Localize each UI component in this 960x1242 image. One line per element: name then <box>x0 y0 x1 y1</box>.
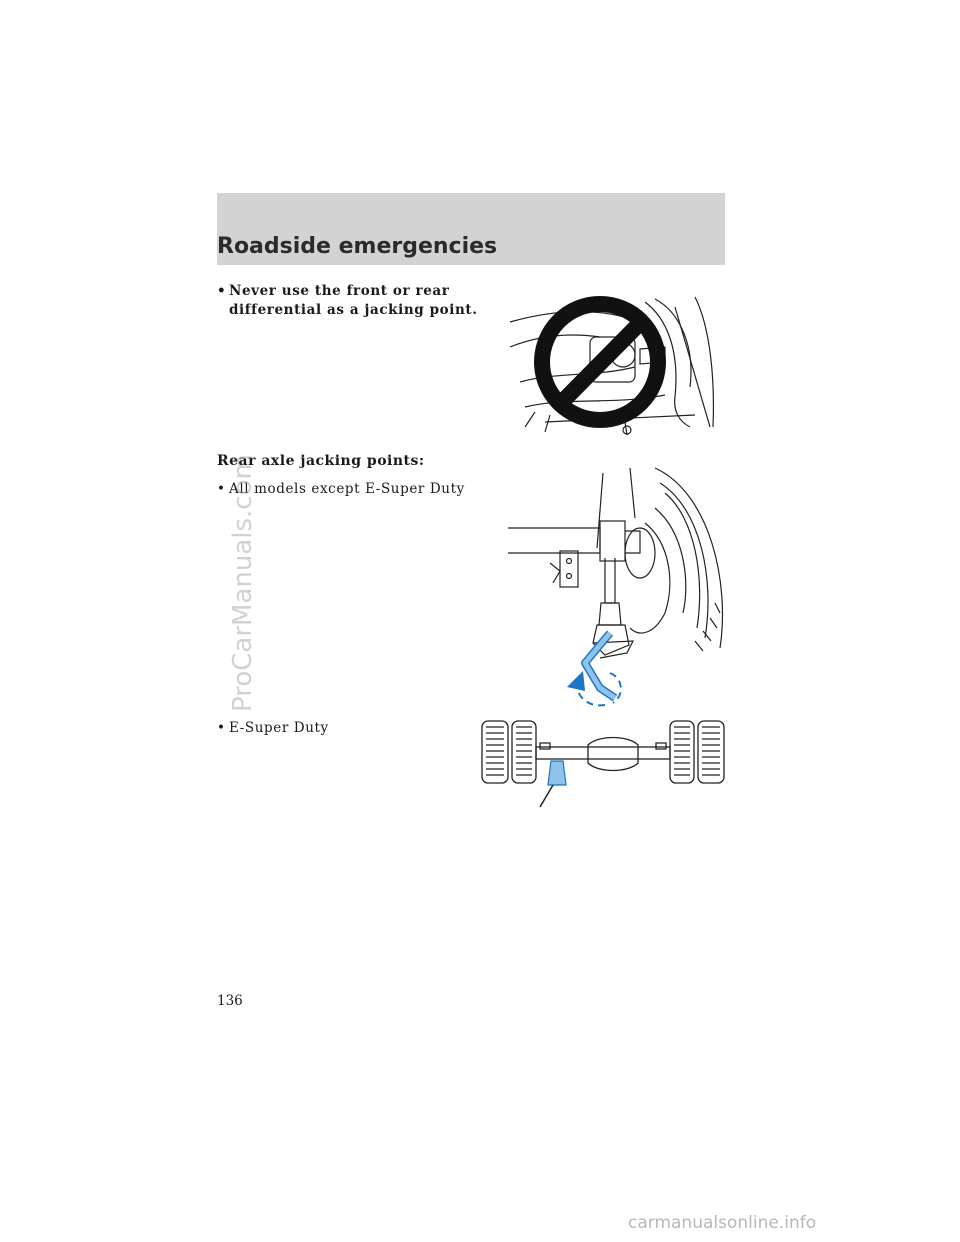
super-duty-axle-illustration <box>478 715 728 810</box>
warning-text <box>217 282 478 320</box>
watermark-bottom: carmanualsonline.info <box>628 1213 817 1233</box>
bullet: • <box>217 283 227 299</box>
warning-line-1: Never use the front or rear <box>229 283 450 299</box>
jack-rear-axle-illustration <box>505 463 730 713</box>
prohibited-differential-illustration <box>505 287 720 440</box>
section-title: Roadside emergencies <box>217 234 498 259</box>
rear-axle-heading: Rear axle jacking points: <box>217 453 425 469</box>
bullet: • <box>217 481 226 497</box>
bullet: • <box>217 720 226 736</box>
list-item-label: All models except E-Super Duty <box>229 481 465 497</box>
watermark-side: ProCarManuals.com <box>228 454 258 712</box>
warning-line-2: differential as a jacking point. <box>229 302 478 318</box>
page-number: 136 <box>217 993 243 1009</box>
list-item <box>217 719 329 738</box>
list-item-label: E-Super Duty <box>229 720 329 736</box>
